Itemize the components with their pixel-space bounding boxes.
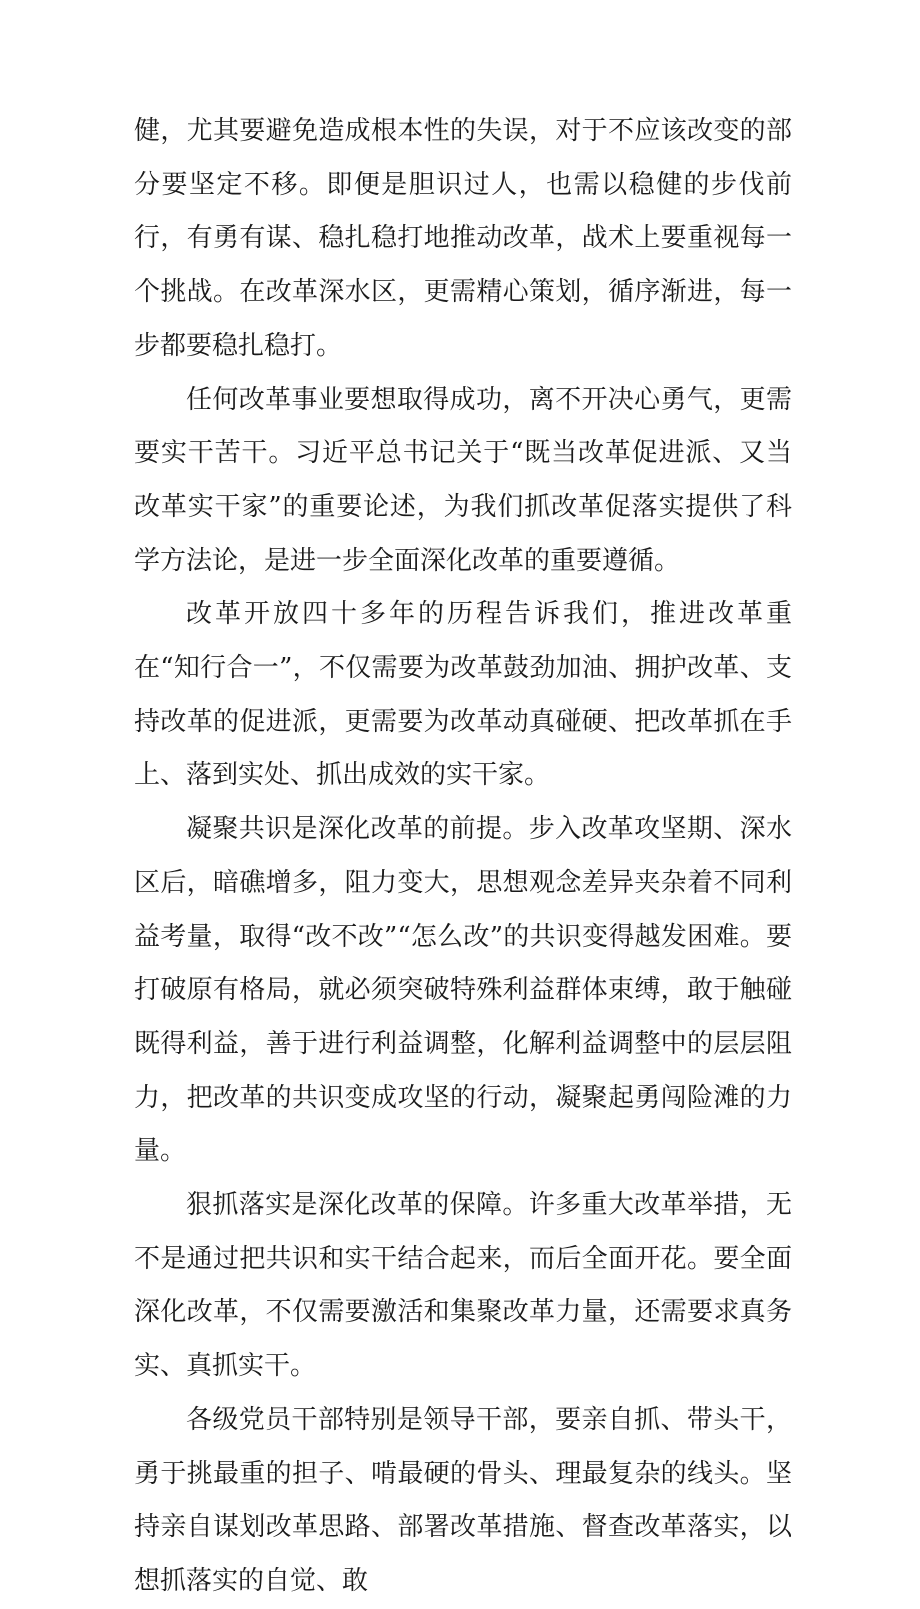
paragraph-continued: 健，尤其要避免造成根本性的失误，对于不应该改变的部分要坚定不移。即便是胆识过人，也需以稳健的步伐前行，有勇有谋、稳扎稳打地推动改革，战术上要重视每一个挑战。在改革深水区，更需精心策划，循序渐进，每一步都要稳扎稳打。 <box>134 116 792 361</box>
paragraph: 凝聚共识是深化改革的前提。步入改革攻坚期、深水区后，暗礁增多，阻力变大，思想观念差异夹杂着不同利益考量，取得“改不改”“怎么改”的共识变得越发困难。要打破原有格局，就必须突破特殊利益群体束缚，敢于触碰既得利益，善于进行利益调整，化解利益调整中的层层阻力，把改革的共识变成攻坚的行动，凝聚起勇闯险滩的力量。 <box>134 814 792 1167</box>
article-body <box>134 105 792 1609</box>
paragraph: 狠抓落实是深化改革的保障。许多重大改革举措，无不是通过把共识和实干结合起来，而后全面开花。要全面深化改革，不仅需要激活和集聚改革力量，还需要求真务实、真抓实干。 <box>134 1190 792 1382</box>
paragraph: 各级党员干部特别是领导干部，要亲自抓、带头干，勇于挑最重的担子、啃最硬的骨头、理最复杂的线头。坚持亲自谋划改革思路、部署改革措施、督查改革落实，以想抓落实的自觉、敢 <box>134 1404 792 1596</box>
paragraph: 任何改革事业要想取得成功，离不开决心勇气，更需要实干苦干。习近平总书记关于“既当改革促进派、又当改革实干家”的重要论述，为我们抓改革促落实提供了科学方法论，是进一步全面深化改革的重要遵循。 <box>134 384 792 576</box>
paragraph: 改革开放四十多年的历程告诉我们，推进改革重在“知行合一”，不仅需要为改革鼓劲加油、拥护改革、支持改革的促进派，更需要为改革动真碰硬、把改革抓在手上、落到实处、抓出成效的实干家。 <box>134 599 792 791</box>
